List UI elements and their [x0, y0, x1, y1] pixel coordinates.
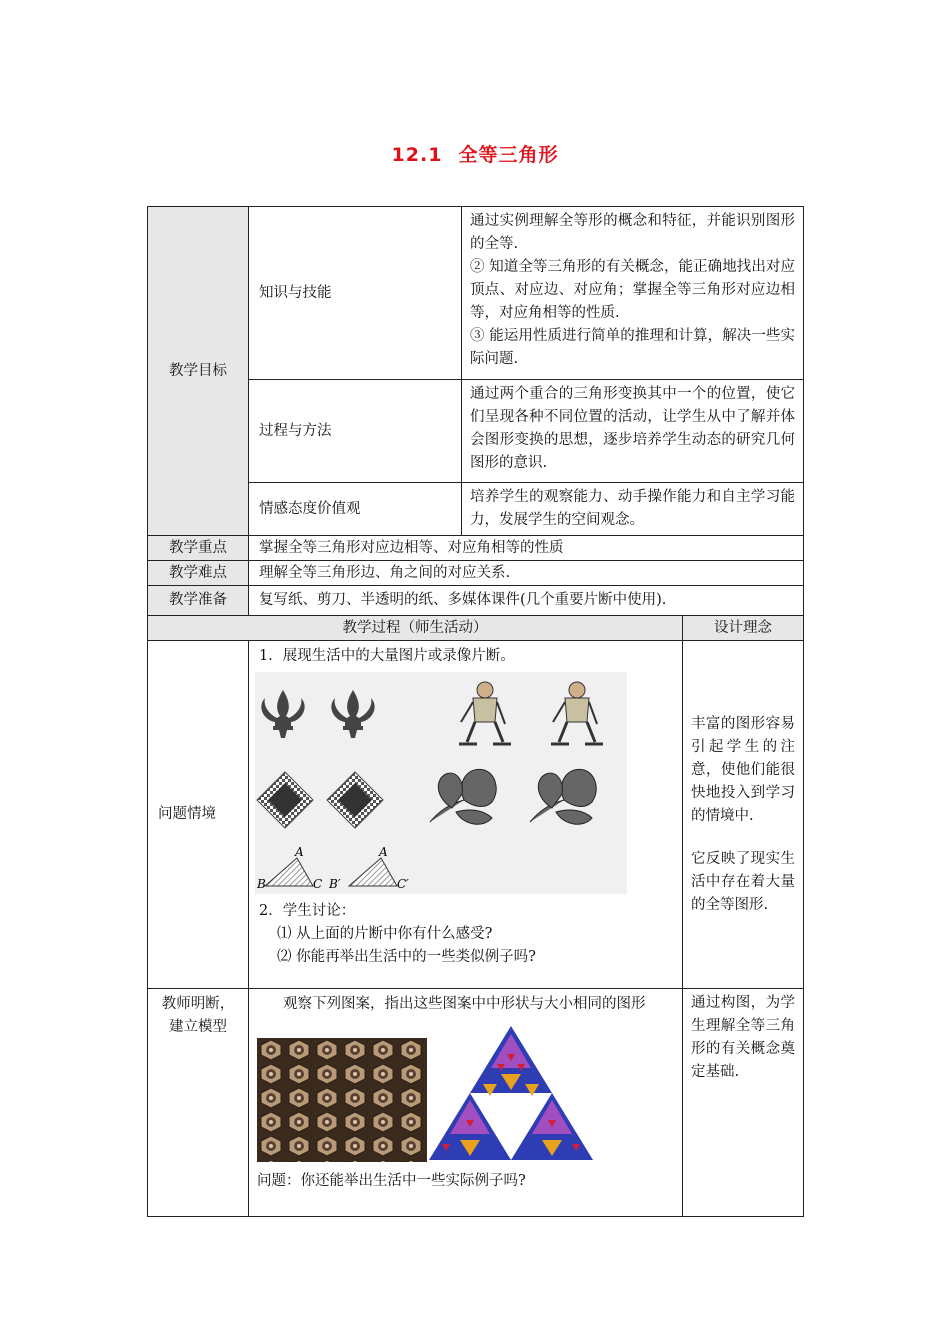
label-c: C: [313, 877, 323, 891]
objectives-label: 教学目标: [148, 207, 249, 536]
sierpinski-triangle-image: [427, 1024, 595, 1162]
question-2: ⑵ 你能再举出生活中的一些类似例子吗?: [277, 949, 536, 965]
label-a: A: [295, 845, 304, 859]
attitude-values-label: 情感态度价值观: [249, 483, 462, 536]
label-b: B: [257, 877, 266, 891]
example-question: 问题：你还能举出生活中一些实际例子吗?: [257, 1173, 526, 1189]
process-activity-header: 教学过程（师生活动）: [148, 616, 683, 641]
key-point-content: 掌握全等三角形对应边相等、对应角相等的性质: [249, 536, 804, 561]
process-method-content: 通过两个重合的三角形变换其中一个的位置，使它们呈现各种不同位置的活动，让学生从中了解并体会图形变换的思想，逐步培养学生动态的研究几何图形的意识.: [462, 380, 804, 483]
lesson-plan-table: [147, 206, 804, 1217]
preparation-label: 教学准备: [148, 586, 249, 616]
title-text: 全等三角形: [458, 144, 559, 166]
observe-instruction: 观察下列图案，指出这些图案中中形状与大小相同的图形: [283, 996, 646, 1012]
knowledge-skills-content: [462, 207, 804, 380]
question-1: ⑴ 从上面的片断中你有什么感受?: [277, 926, 493, 942]
design-paragraph: 丰富的图形容易引起学生的注意，使他们能很快地投入到学习的情境中.: [691, 715, 795, 824]
page-title: [0, 140, 950, 167]
title-number: 12.1: [391, 144, 443, 166]
objective-line: ③ 能运用性质进行简单的推理和计算，解决一些实际问题.: [470, 328, 795, 367]
design-concept-header: 设计理念: [683, 616, 804, 641]
teacher-model-content: [249, 989, 683, 1217]
section2-design: 通过构图，为学生理解全等三角形的有关概念奠定基础.: [683, 989, 804, 1217]
knowledge-skills-label: 知识与技能: [249, 207, 462, 380]
teacher-model-label: 教师明断，建立模型: [148, 989, 249, 1217]
congruent-figures-image: [255, 672, 627, 894]
pattern-images: [255, 1024, 676, 1160]
step2-text: 2．学生讨论：: [259, 903, 356, 919]
problem-situation-content: [249, 641, 683, 989]
objective-line: 通过实例理解全等形的概念和特征，并能识别图形的全等.: [470, 213, 795, 252]
objective-line: ② 知道全等三角形的有关概念，能正确地找出对应顶点、对应边、对应角；掌握全等三角形对应边相等，对应角相等的性质.: [470, 259, 795, 321]
label-b-prime: B′: [329, 877, 341, 891]
problem-situation-label: 问题情境: [148, 641, 249, 989]
label-c-prime: C′: [397, 877, 409, 891]
step1-text: 1．展现生活中的大量图片或录像片断。: [259, 648, 515, 664]
difficulty-content: 理解全等三角形边、角之间的对应关系.: [249, 561, 804, 586]
section1-design: [683, 641, 804, 989]
difficulty-label: 教学难点: [148, 561, 249, 586]
design-paragraph: 它反映了现实生活中存在着大量的全等图形.: [691, 850, 795, 913]
attitude-values-content: 培养学生的观察能力、动手操作能力和自主学习能力，发展学生的空间观念。: [462, 483, 804, 536]
process-method-label: 过程与方法: [249, 380, 462, 483]
preparation-content: 复写纸、剪刀、半透明的纸、多媒体课件(几个重要片断中使用).: [249, 586, 804, 616]
label-a-prime: A: [379, 845, 388, 859]
key-point-label: 教学重点: [148, 536, 249, 561]
hexagon-tile-pattern-image: [257, 1038, 427, 1162]
